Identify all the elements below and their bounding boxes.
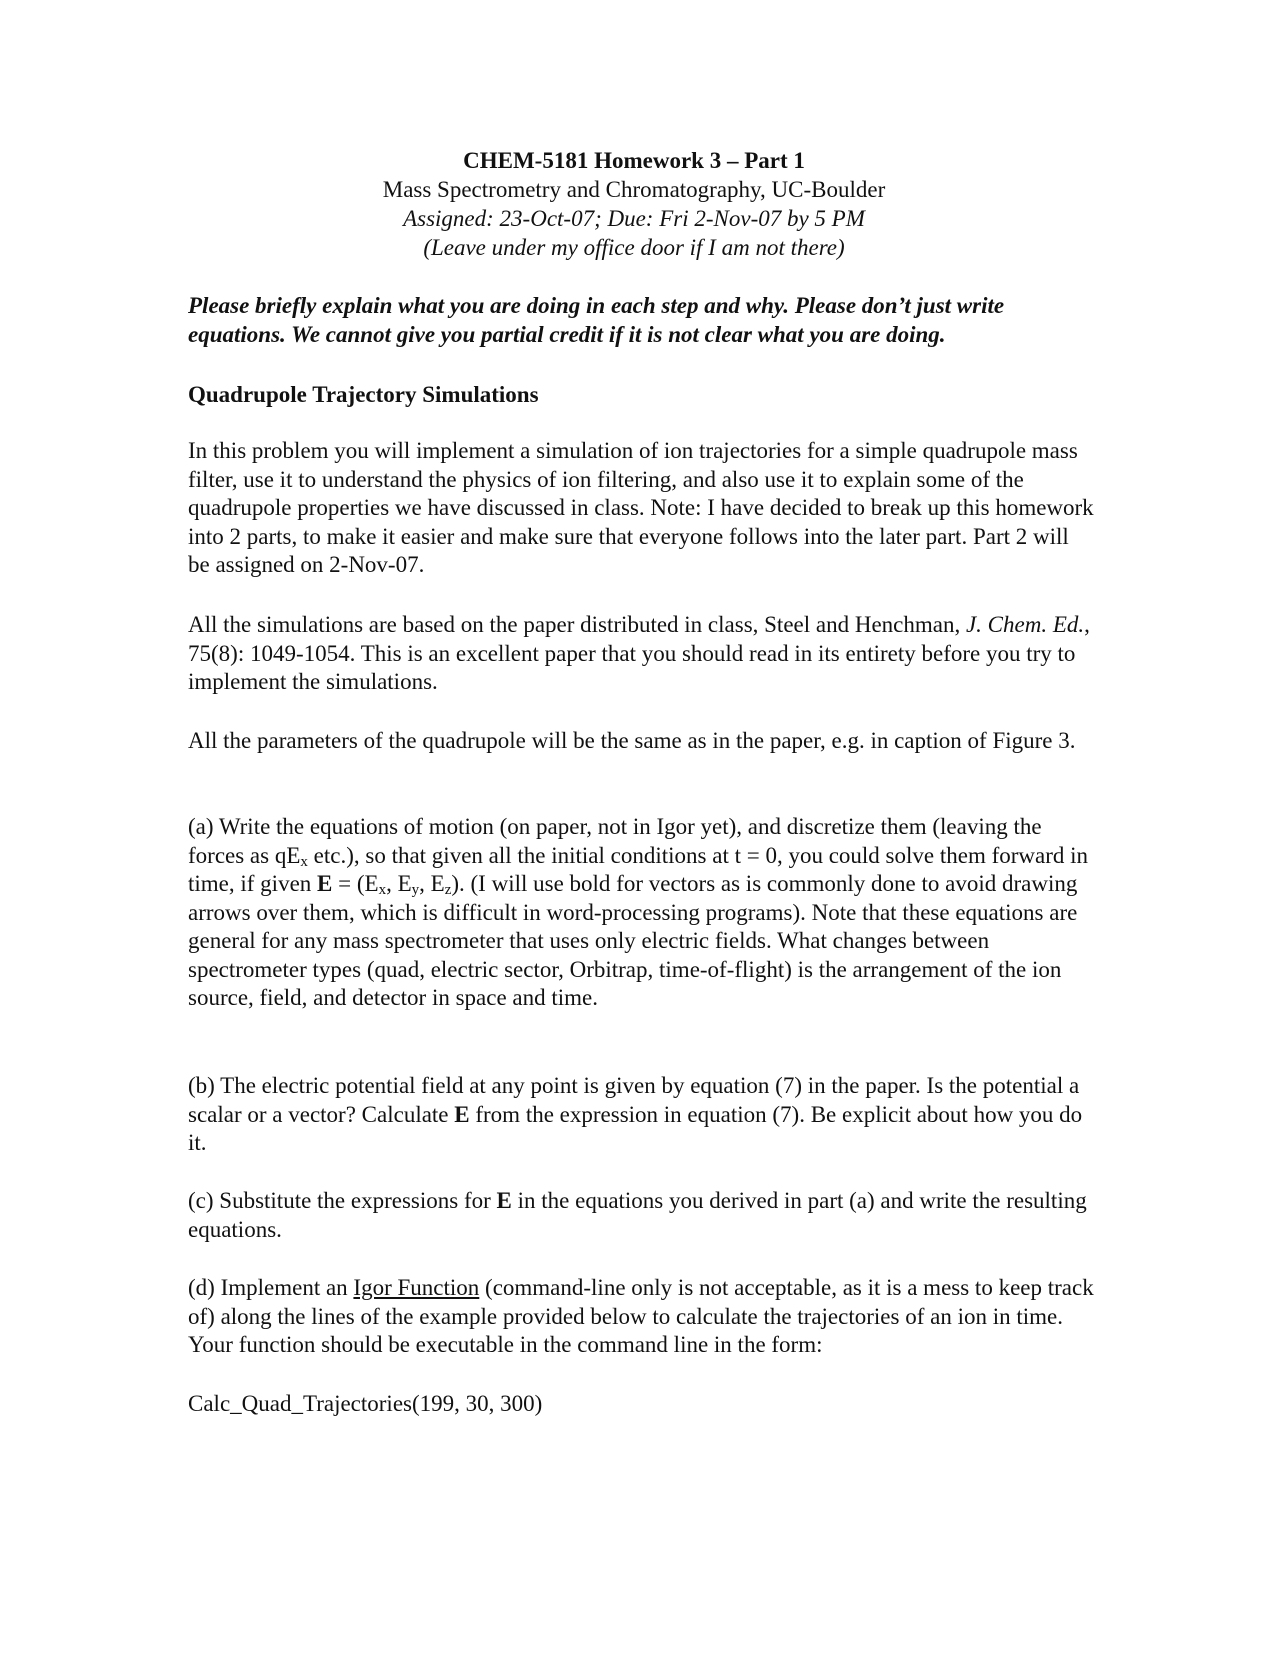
part-b-paragraph [188,1072,1094,1158]
part-c-text-2: in the equations you derived in part (a) and write the resulting equations. [188,1188,1087,1242]
part-a-text-4b: , E [419,871,445,896]
vector-e: E [317,871,333,896]
part-d-text-1: (d) Implement an [188,1275,354,1300]
homework-title: CHEM-5181 Homework 3 – Part 1 [463,148,805,173]
vector-e: E [454,1101,470,1127]
paper-text-end: , 75(8): 1049-1054. This is an excellent paper that you should read in its entirety before you try to implement the simulations. [188,612,1090,694]
course-name: Mass Spectrometry and Chromatography, UC-Boulder [382,177,886,202]
part-a-text-1: (a) Write the equations of motion (on paper, not in Igor yet), and discretize them (leaving the forces as qE [188,814,1042,868]
submission-note: (Leave under my office door if I am not there) [423,235,845,260]
document-header [186,146,1082,262]
part-d-text-2: (command-line only is not acceptable, as it is a mess to keep track of) along the lines of the example provided below to calculate the trajectories of an ion in time. Your function should be executable in the command line in the form: [188,1275,1094,1357]
part-d-paragraph [188,1274,1094,1360]
part-a-text-5: ). (I will use bold for vectors as is commonly done to avoid drawing arrows over them, which is difficult in word-processing programs). Note that these equations are general for any mass spectrometer that uses only electric fields. What changes between spectrometer types (quad, electric sector, Orbitrap, time-of-flight) is the arrangement of the ion source, field, and detector in space and time. [188,871,1078,1010]
vector-e: E [496,1188,512,1213]
part-b-text-1: (b) The electric potential field at any point is given by equation (7) in the paper. Is the potential a scalar or a vector? Calculate [188,1073,1080,1127]
paper-reference-paragraph [188,611,1094,697]
parameters-paragraph: All the parameters of the quadrupole will be the same as in the paper, e.g. in caption of Figure 3. [188,728,1076,753]
section-title: Quadrupole Trajectory Simulations [188,382,539,407]
part-b-text-2: from the expression in equation (7). Be explicit about how you do it. [188,1101,1083,1155]
part-a-paragraph [188,813,1094,1013]
journal-name: J. Chem. Ed. [965,612,1085,637]
subscript-x: x [378,882,387,898]
paper-text-start: All the simulations are based on the paper distributed in class, Steel and Henchman, [188,612,966,637]
command-example: Calc_Quad_Trajectories(199, 30, 300) [188,1391,543,1416]
part-c-paragraph [188,1187,1094,1244]
igor-function-link[interactable]: Igor Function [353,1275,480,1300]
instructions-paragraph: Please briefly explain what you are doing in each step and why. Please don’t just write equations. We cannot give you partial credit if it is not clear what you are doing. [188,293,1005,347]
part-a-text-4: , E [386,871,412,896]
subscript-x: x [300,853,308,870]
intro-paragraph: In this problem you will implement a simulation of ion trajectories for a simple quadrupole mass filter, use it to understand the physics of ion filtering, and also use it to explain some of the quadrupole properties we have discussed in class. Note: I have decided to break up this homework into 2 parts, to make it easier and make sure that everyone follows into the later part. Part 2 will be assigned on 2-Nov-07. [188,438,1094,577]
assigned-due-dates: Assigned: 23-Oct-07; Due: Fri 2-Nov-07 by 5 PM [403,206,865,231]
subscript-y: y [411,882,420,898]
subscript-z: z [444,882,452,898]
part-a-text-3: = (E [332,871,379,896]
part-c-text-1: (c) Substitute the expressions for [188,1188,497,1213]
part-a-text-2: etc.), so that given all the initial conditions at t = 0, you could solve them forward in time, if given [188,842,1089,896]
